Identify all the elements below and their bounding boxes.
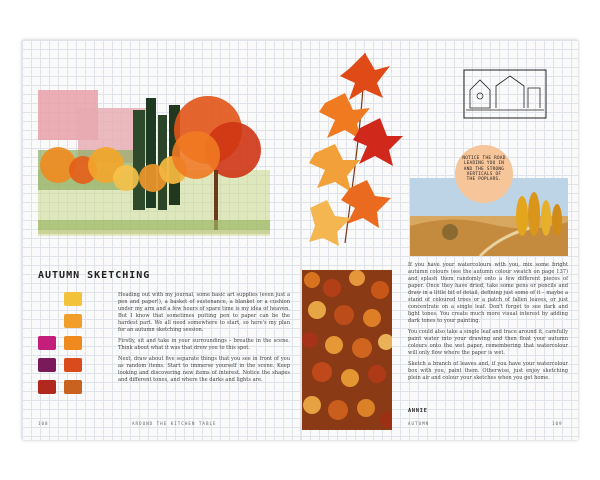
swatch bbox=[64, 336, 82, 350]
paragraph: If you have your watercolours with you, mix some bright autumn colours (see the autumn colour swatch on page 137) and splash them randomly onto a few different pieces of paper. Once they have dried, take some pens or pencils and draw in a little bit of detail, defining just some of it – maybe a stand of coloured trees or a patch of fallen leaves, or just concentrate on a single leaf. Don't forget to see dark and light tones. You create much more visual interest by adding dark tones to your painting. bbox=[408, 262, 568, 324]
page-heading: AUTUMN SKETCHING bbox=[38, 270, 151, 281]
page-number-left: 108 bbox=[38, 421, 49, 426]
colour-swatches bbox=[38, 292, 98, 412]
paragraph: Next, draw about five separate things that you see in front of you as random items. Start to immerse yourself in the scene. Keep looking and discovering new items of interest. Notice the shapes and different tones, and where the darks and lights are. bbox=[118, 356, 290, 383]
page-number-right: 109 bbox=[552, 421, 563, 426]
running-title-right: AUTUMN bbox=[408, 421, 430, 426]
swatch bbox=[64, 314, 82, 328]
left-body-text bbox=[118, 292, 290, 388]
page-gutter bbox=[300, 40, 301, 440]
running-title-left: AROUND THE KITCHEN TABLE bbox=[132, 421, 217, 426]
paragraph: Heading out with my journal, some basic art supplies (even just a pen and paper!), a basket of sustenance, a blanket or a cushion under my arm and a few hours of spare time is my idea of heaven. But I know that sometimes putting pen to paper can be the hardest part. We all need somewhere to start, so here's my plan for an autumn sketching session. bbox=[118, 292, 290, 333]
swatch bbox=[64, 358, 82, 372]
swatch bbox=[64, 292, 82, 306]
swatch bbox=[38, 380, 56, 394]
swatch bbox=[38, 336, 56, 350]
tip-text: NOTICE THE ROAD LEADING YOU IN AND THE STRONG VERTICALS OF THE POPLARS. bbox=[462, 156, 506, 183]
fallen-leaves-photo bbox=[302, 270, 392, 430]
autumn-trees-watercolour bbox=[38, 70, 270, 245]
swatch bbox=[38, 358, 56, 372]
maple-leaf-branch bbox=[305, 48, 405, 248]
signature: ANNIE bbox=[408, 408, 428, 414]
right-body-text bbox=[408, 262, 568, 386]
tip-bubble bbox=[455, 145, 513, 203]
swatch bbox=[64, 380, 82, 394]
house-sketch bbox=[462, 68, 548, 120]
paragraph: Firstly, sit and take in your surroundings – breathe in the scene. Think about what it was that drew you to this spot. bbox=[118, 338, 290, 351]
paragraph: Sketch a branch of leaves and, if you have your watercolour box with you, paint them. Otherwise, just enjoy sketching plein air and colour your sketches when you get home. bbox=[408, 361, 568, 381]
paragraph: You could also take a single leaf and trace around it, carefully paint water into your drawing and then float your autumn colours onto the wet paper, remembering that watercolour will only flow where the paper is wet. bbox=[408, 329, 568, 356]
